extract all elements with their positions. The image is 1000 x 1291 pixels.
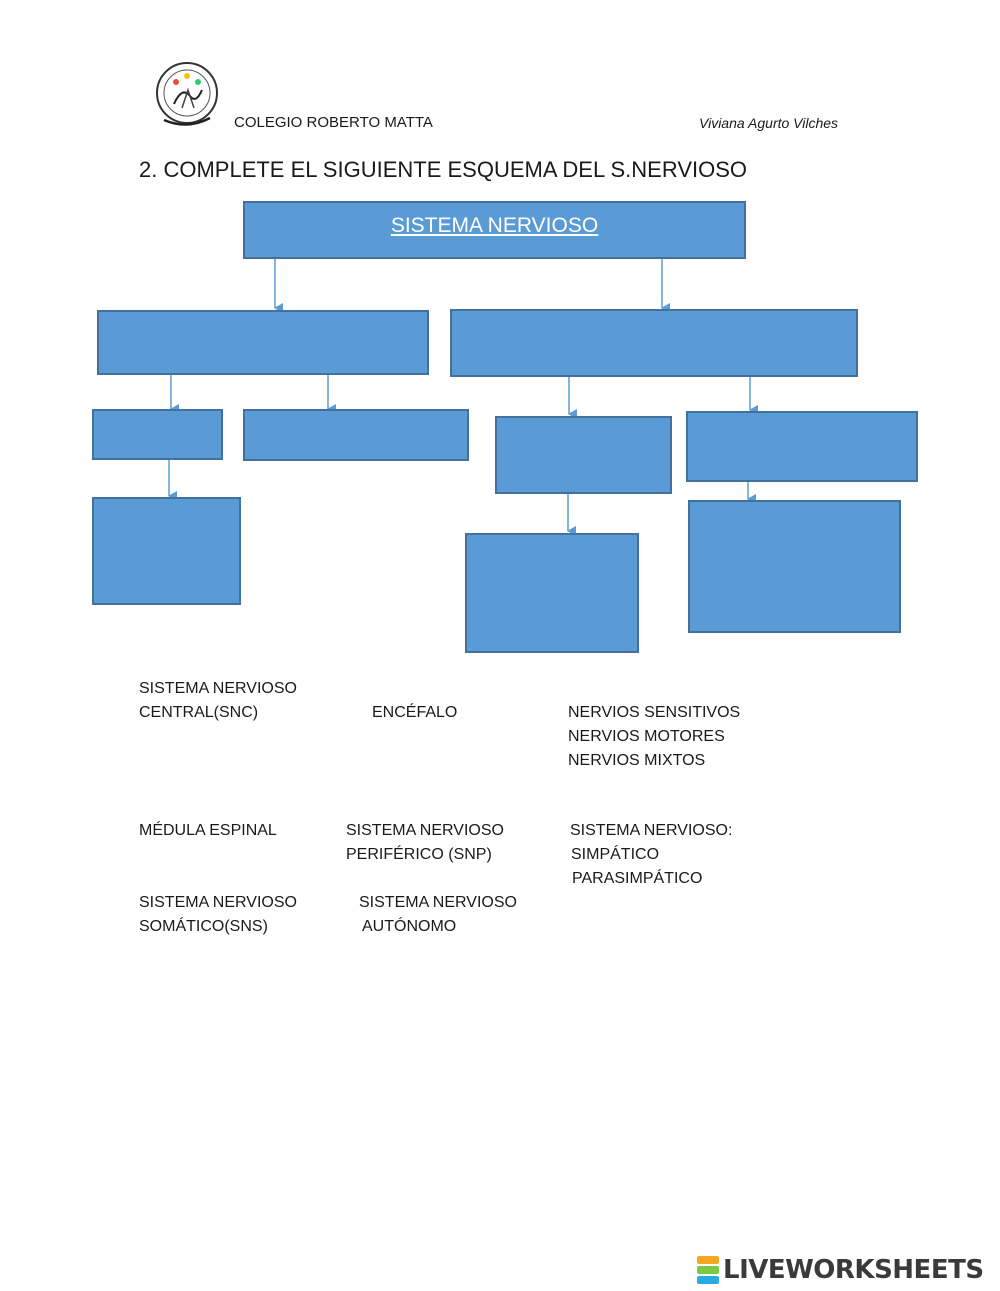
word-simpatico-line2: SIMPÁTICO [571,846,660,863]
brand-name: LIVEWORKSHEETS [723,1255,984,1285]
root-title: SISTEMA NERVIOSO [390,214,599,237]
word-simpatico-line1: SISTEMA NERVIOSO: [570,822,733,839]
word-encefalo[interactable] [372,701,457,725]
word-nervios-mixtos: NERVIOS MIXTOS [568,752,706,769]
drop-box-level3-c[interactable] [465,533,639,653]
school-logo-icon [152,60,222,132]
drop-box-level1-right[interactable] [450,309,858,377]
instruction-heading: 2. COMPLETE EL SIGUIENTE ESQUEMA DEL S.NERVIOSO [139,157,748,182]
word-snp[interactable] [346,819,504,867]
word-simpatico-line3: PARASIMPÁTICO [572,870,703,887]
liveworksheets-badge-icon [697,1256,719,1284]
word-medula[interactable] [139,819,277,843]
word-encefalo-label: ENCÉFALO [372,704,458,721]
word-sns-line2: SOMÁTICO(SNS) [139,918,268,935]
word-medula-label: MÉDULA ESPINAL [139,822,277,839]
root-box [243,201,746,259]
liveworksheets-logo [697,1253,984,1287]
word-autonomo-line1: SISTEMA NERVIOSO [359,894,517,911]
word-nervios[interactable] [568,701,740,773]
word-snc-line2: CENTRAL(SNC) [139,704,259,721]
drop-box-level2-c[interactable] [495,416,672,494]
drop-box-level1-left[interactable] [97,310,429,375]
word-snp-line2: PERIFÉRICO (SNP) [346,846,492,863]
word-simpatico[interactable] [570,819,732,891]
word-snc-line1: SISTEMA NERVIOSO [139,680,297,697]
teacher-name: Viviana Agurto Vilches [699,115,839,131]
word-nervios-sensitivos: NERVIOS SENSITIVOS [568,704,741,721]
drop-box-level2-a[interactable] [92,409,223,460]
word-snp-line1: SISTEMA NERVIOSO [346,822,504,839]
word-sns[interactable] [139,891,297,939]
school-name: COLEGIO ROBERTO MATTA [234,114,433,131]
word-autonomo[interactable] [359,891,517,939]
drop-box-level2-d[interactable] [686,411,918,482]
drop-box-level3-a[interactable] [92,497,241,605]
drop-box-level3-d[interactable] [688,500,901,633]
word-snc[interactable] [139,677,297,725]
word-autonomo-line2: AUTÓNOMO [362,918,457,935]
word-sns-line1: SISTEMA NERVIOSO [139,894,297,911]
drop-box-level2-b[interactable] [243,409,469,461]
word-nervios-motores: NERVIOS MOTORES [568,728,725,745]
